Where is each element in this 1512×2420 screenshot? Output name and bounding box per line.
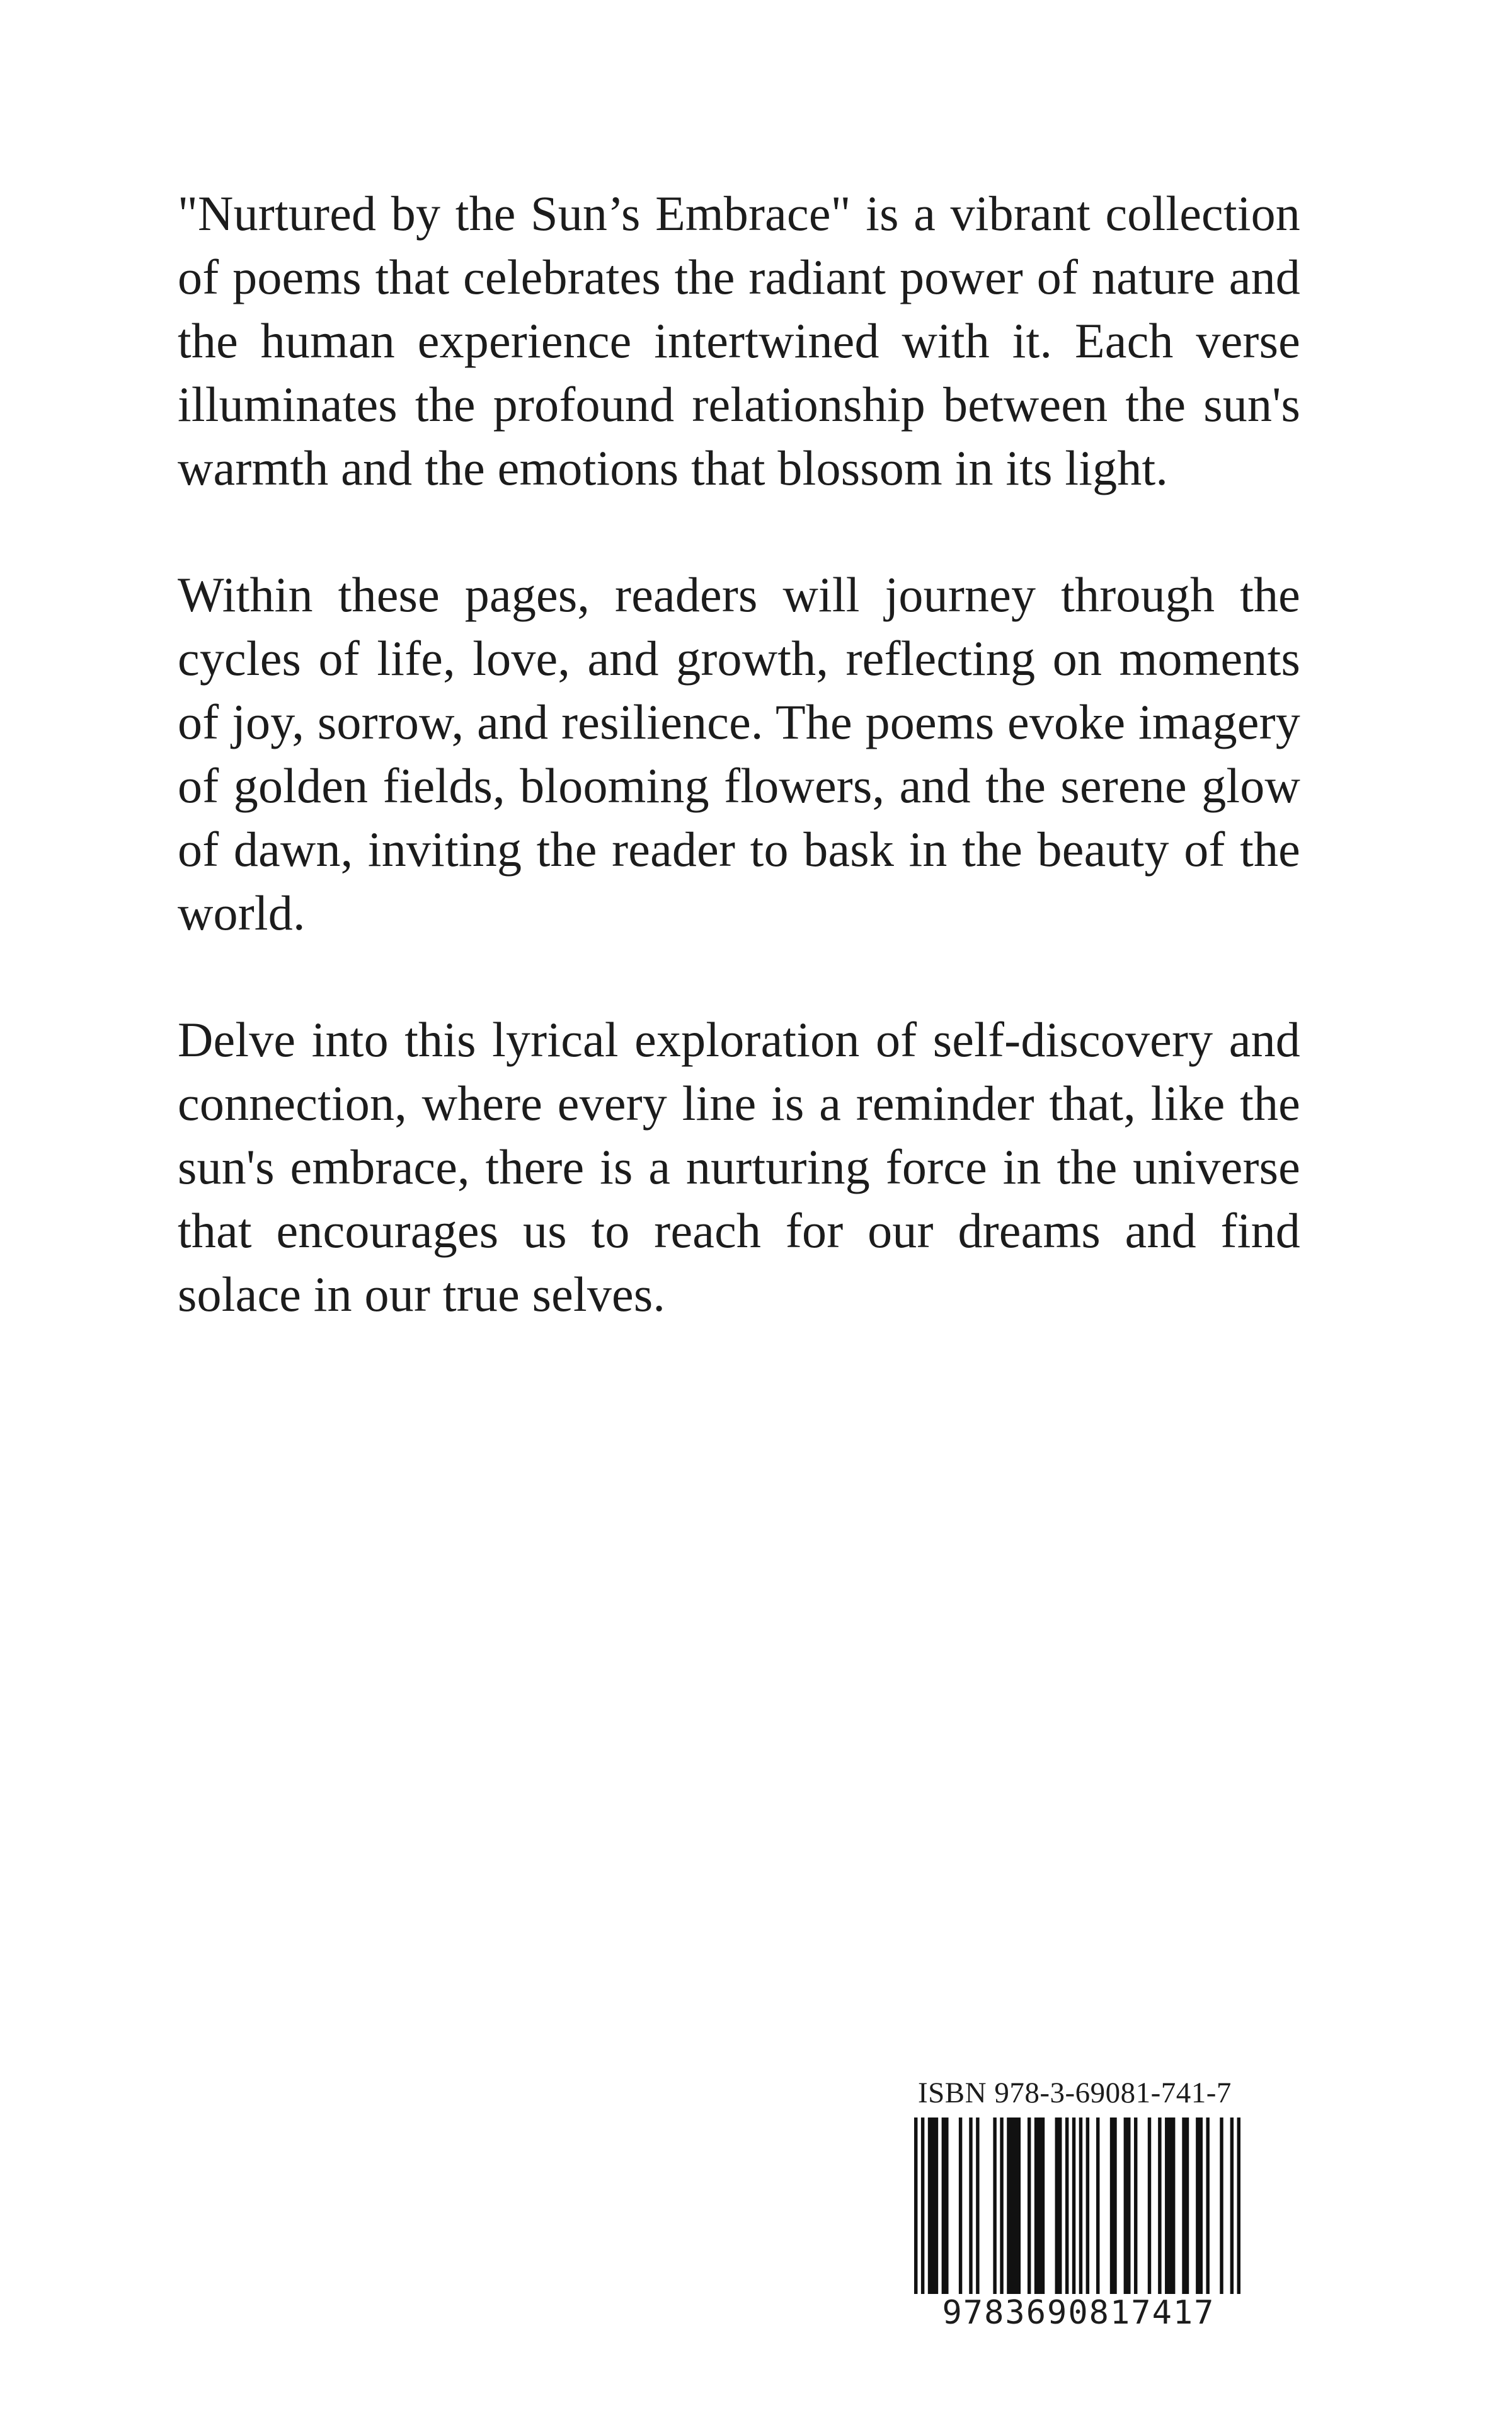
barcode-bar bbox=[1206, 2118, 1209, 2294]
isbn-barcode-block bbox=[910, 2073, 1244, 2344]
blurb-paragraph-3: Delve into this lyrical exploration of self-discovery and connection, where every line is a reminder that, like the sun's embrace, there is a nurturing force in the universe that encourages us to reach for our dreams and find solace in our true selves. bbox=[178, 1012, 1300, 1322]
barcode-bar bbox=[1055, 2118, 1062, 2294]
blurb-paragraph-1: "Nurtured by the Sun’s Embrace" is a vibrant collection of poems that celebrates the radiant power of nature and the human experience intertwined with it. Each verse illuminates the profound relationship between the sun's warmth and the emotions that blossom in its light. bbox=[178, 186, 1300, 495]
barcode-bar bbox=[1096, 2118, 1099, 2294]
barcode-bar bbox=[976, 2118, 979, 2294]
barcode-bar bbox=[1065, 2118, 1068, 2294]
barcode-bar bbox=[928, 2118, 938, 2294]
barcode-bar bbox=[1007, 2118, 1021, 2294]
barcode-bar bbox=[1072, 2118, 1075, 2294]
barcode-bar bbox=[1000, 2118, 1003, 2294]
barcode-image bbox=[914, 2118, 1240, 2294]
blurb-paragraph-2: Within these pages, readers will journey through the cycles of life, love, and growth, reflecting on moments of joy, sorrow, and resilience. The poems evoke imagery of golden fields, blooming flowers, and the serene glow of dawn, inviting the reader to bask in the beauty of the world. bbox=[178, 567, 1300, 940]
barcode-bar bbox=[1124, 2118, 1131, 2294]
barcode-bar bbox=[1086, 2118, 1089, 2294]
barcode-bar bbox=[942, 2118, 949, 2294]
barcode-bar bbox=[1134, 2118, 1137, 2294]
barcode-bar bbox=[959, 2118, 962, 2294]
barcode-bar bbox=[1158, 2118, 1161, 2294]
barcode-bar bbox=[1237, 2118, 1240, 2294]
barcode-bar bbox=[1182, 2118, 1189, 2294]
barcode-bar bbox=[969, 2118, 972, 2294]
barcode-bar bbox=[1034, 2118, 1045, 2294]
barcode-bar bbox=[1148, 2118, 1151, 2294]
barcode-bar bbox=[921, 2118, 924, 2294]
barcode-bar bbox=[1220, 2118, 1223, 2294]
blurb-text bbox=[178, 182, 1300, 1389]
barcode-bar bbox=[1079, 2118, 1082, 2294]
isbn-label: ISBN 978-3-69081-741-7 bbox=[918, 2077, 1232, 2109]
barcode-bar bbox=[1230, 2118, 1234, 2294]
barcode-bar bbox=[914, 2118, 917, 2294]
barcode-bar bbox=[993, 2118, 996, 2294]
barcode-bar bbox=[1028, 2118, 1031, 2294]
barcode-bar bbox=[1165, 2118, 1175, 2294]
barcode-bar bbox=[1196, 2118, 1203, 2294]
barcode-bar bbox=[1110, 2118, 1117, 2294]
barcode-digits: 9783690817417 bbox=[942, 2294, 1215, 2332]
